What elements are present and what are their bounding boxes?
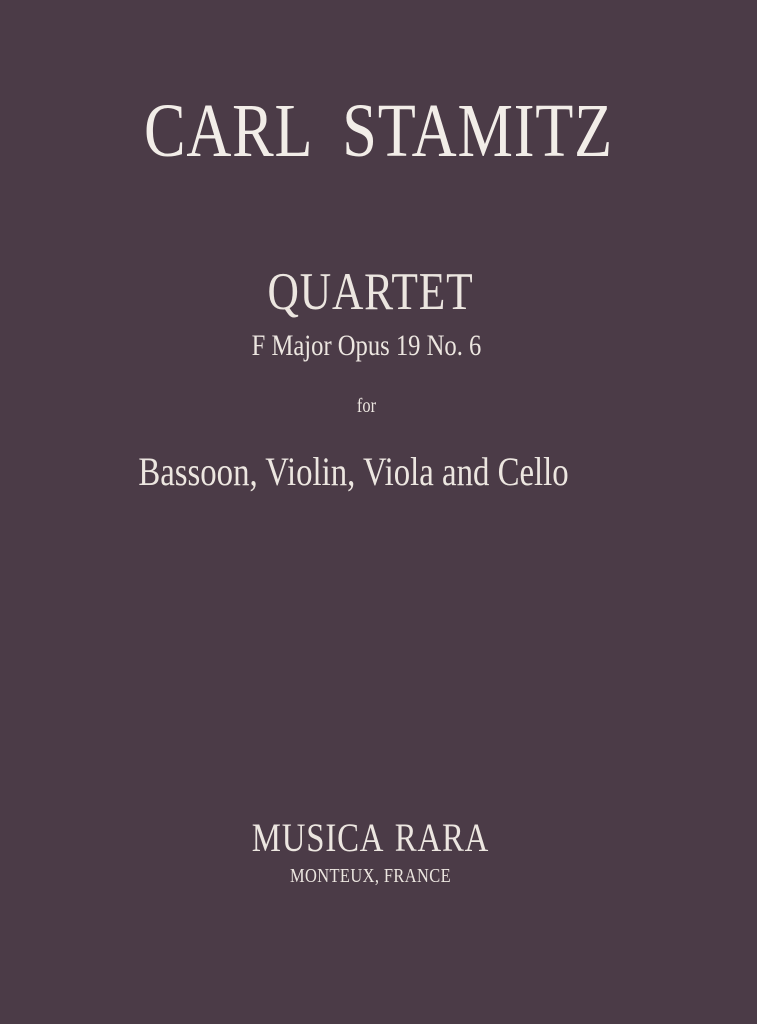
instrumentation-line: Bassoon, Violin, Viola and Cello bbox=[138, 449, 569, 494]
work-key-opus: F Major Opus 19 No. 6 bbox=[251, 329, 482, 362]
for-label: for bbox=[356, 395, 377, 417]
work-title: QUARTET bbox=[267, 263, 474, 321]
publisher-name: MUSICA RARA bbox=[251, 815, 490, 860]
publisher-location: MONTEUX, FRANCE bbox=[289, 865, 452, 887]
composer-name: CARL STAMITZ bbox=[143, 89, 614, 173]
